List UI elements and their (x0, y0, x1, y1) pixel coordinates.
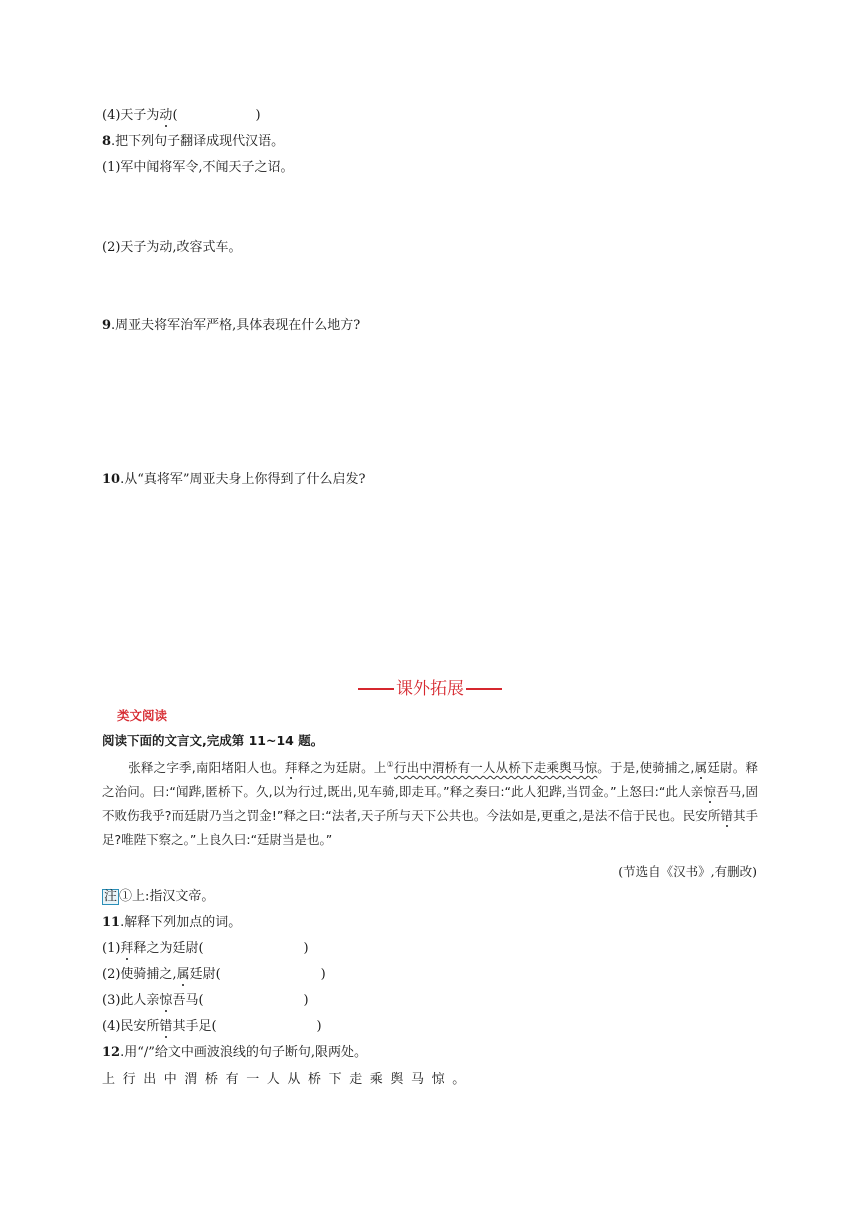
footnote (102, 889, 214, 905)
section-title-text: 课外拓展 (396, 679, 464, 699)
q7-4-close-paren: ) (255, 108, 261, 123)
q11-number: 11 (102, 915, 121, 930)
q11-4-dotted-word: 错 (159, 1019, 173, 1034)
passage-text (102, 756, 758, 852)
passage-part-1: 张释之字季,南阳堵阳人也。 (128, 760, 285, 775)
question-8-item-1: (1)军中闻将军令,不闻天子之诏。 (102, 160, 294, 175)
subsection-title: 类文阅读 (117, 708, 168, 723)
note-text: ①上:指汉文帝。 (119, 889, 215, 904)
q12-text: .用“/”给文中画波浪线的句子断句,限两处。 (120, 1045, 368, 1060)
q11-item-3 (102, 993, 309, 1009)
section-title-right-rule (466, 688, 502, 690)
question-7-item-4 (102, 108, 261, 124)
wavy-underlined-sentence: 行出中渭桥有一人从桥下走乘舆马惊 (393, 760, 598, 775)
q11-3-post: 吾马( (172, 993, 204, 1008)
q11-2-dotted-word: 属 (176, 967, 190, 982)
dotted-word-bai: 拜 (284, 760, 298, 775)
q11-text: .解释下列加点的词。 (120, 915, 242, 930)
q8-2-answer-area[interactable] (102, 262, 752, 312)
passage-part-3: 。于是,使骑捕之, (597, 760, 695, 775)
dotted-word-jing: 惊 (703, 784, 717, 799)
passage-part-2: 释之为廷尉。上 (297, 760, 387, 775)
passage-part-6: 其手足?唯陛下察之。”上良久曰:“廷尉当是也。” (102, 808, 758, 847)
section-title-left-rule (358, 688, 394, 690)
question-10 (102, 472, 366, 488)
question-8-item-2: (2)天子为动,改容式车。 (102, 240, 242, 255)
q7-4-dotted-word: 动 (159, 108, 173, 123)
q11-1-close: ) (303, 941, 309, 956)
q11-2-pre: (2)使骑捕之, (102, 967, 177, 982)
note-label: 注 (104, 889, 118, 904)
passage-part-5: 吾马,固不败伤我乎?而廷尉乃当之罚金!”释之曰:“法者,天子所与天下公共也。今法如是,更重之,是法不信于民也。民安所 (102, 784, 758, 823)
q10-answer-area[interactable] (102, 494, 752, 664)
q11-2-close: ) (320, 967, 326, 982)
section-title (0, 679, 860, 699)
dotted-word-cuo: 错 (720, 808, 733, 823)
q8-number: 8 (102, 134, 112, 149)
q7-4-open-paren: ( (172, 108, 178, 123)
q11-4-pre: (4)民安所 (102, 1019, 160, 1034)
q11-1-post: 释之为廷尉( (133, 941, 204, 956)
q10-number: 10 (102, 472, 121, 487)
q11-4-close: ) (316, 1019, 322, 1034)
question-9 (102, 318, 360, 334)
q11-3-dotted-word: 惊 (159, 993, 173, 1008)
q11-item-1 (102, 941, 309, 957)
q12-sentence[interactable]: 上行出中渭桥有一人从桥下走乘舆马惊。 (102, 1072, 473, 1087)
passage-part-4: 廷尉。释之治问。曰:“闻跸,匿桥下。久,以为行过,既出,见车骑,即走耳。”释之奏曰:“此人犯跸,当罚金。”上怒曰:“此人亲 (102, 760, 758, 799)
footnote-marker: ① (386, 759, 394, 769)
question-8 (102, 134, 284, 150)
q11-2-post: 廷尉( (189, 967, 221, 982)
q7-4-prefix: (4)天子为 (102, 108, 160, 123)
question-12 (102, 1045, 367, 1061)
q11-1-dotted-word: 拜 (120, 941, 134, 956)
q10-text: .从“真将军”周亚夫身上你得到了什么启发? (120, 472, 366, 487)
q11-1-pre: (1) (102, 941, 121, 956)
passage-source: (节选自《汉书》,有删改) (618, 864, 757, 879)
q11-3-close: ) (303, 993, 309, 1008)
q11-3-pre: (3)此人亲 (102, 993, 160, 1008)
reading-instruction: 阅读下面的文言文,完成第 11~14 题。 (102, 733, 324, 748)
q8-1-answer-area[interactable] (102, 182, 752, 232)
q9-number: 9 (102, 318, 112, 333)
question-11 (102, 915, 241, 931)
q11-item-2 (102, 967, 326, 983)
q11-4-post: 其手足( (172, 1019, 217, 1034)
q11-item-4 (102, 1019, 322, 1035)
dotted-word-shu: 属 (694, 760, 708, 775)
q12-number: 12 (102, 1045, 121, 1060)
q9-text: .周亚夫将军治军严格,具体表现在什么地方? (111, 318, 361, 333)
q9-answer-area[interactable] (102, 340, 752, 460)
q8-text: .把下列句子翻译成现代汉语。 (111, 134, 285, 149)
